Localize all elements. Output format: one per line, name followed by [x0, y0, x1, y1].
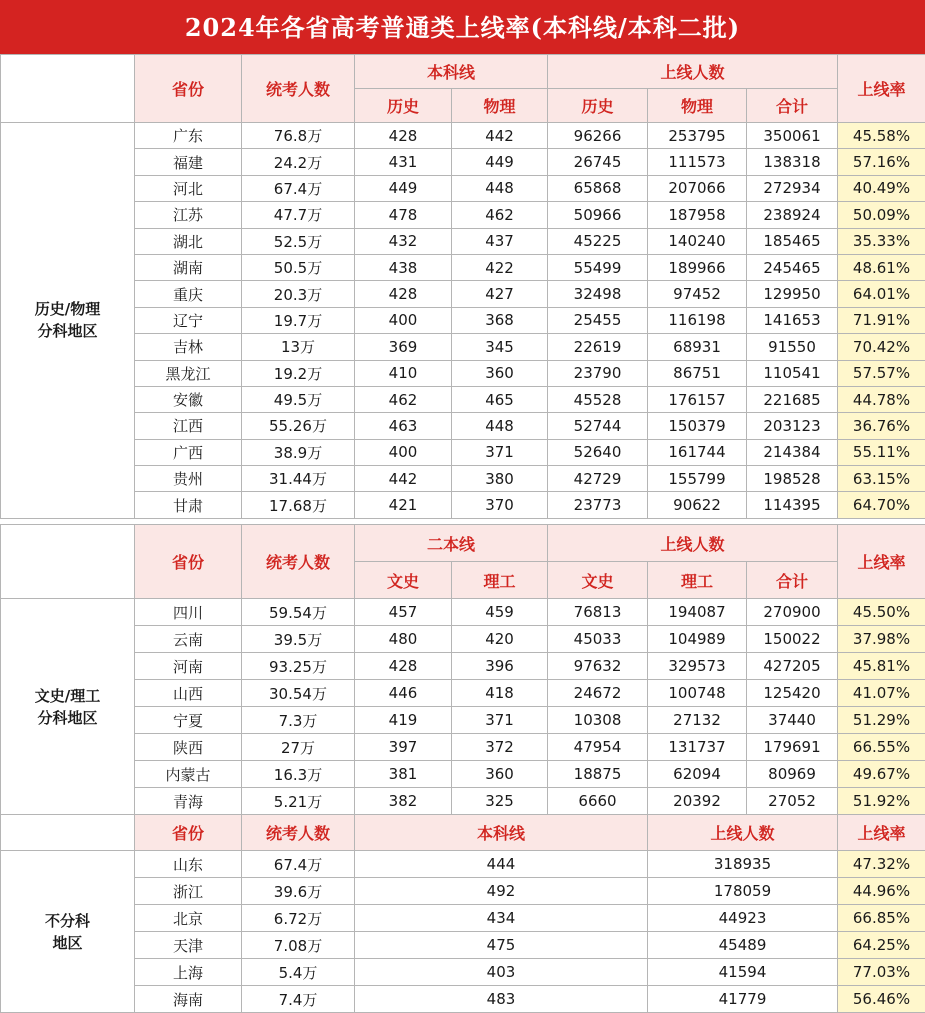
admitted-total-cell: 110541: [747, 360, 838, 386]
admitted-cell-2: 111573: [648, 149, 747, 175]
header-line: 本科线: [355, 815, 648, 851]
admitted-total-cell: 91550: [747, 334, 838, 360]
table-row: [1, 413, 925, 439]
admitted-cell-1: 42729: [548, 466, 648, 492]
line-cell-2: 396: [452, 653, 548, 680]
examinees-cell: 13万: [242, 334, 355, 360]
admitted-cell-1: 26745: [548, 149, 648, 175]
line-cell-2: 371: [452, 439, 548, 465]
table-row: [1, 986, 925, 1013]
line-cell-2: 380: [452, 466, 548, 492]
line-cell-2: 442: [452, 123, 548, 149]
line-cell-2: 345: [452, 334, 548, 360]
admitted-cell-1: 76813: [548, 599, 648, 626]
examinees-cell: 20.3万: [242, 281, 355, 307]
admitted-cell-1: 45528: [548, 386, 648, 412]
examinees-cell: 5.4万: [242, 959, 355, 986]
table-row: [1, 734, 925, 761]
line-cell-2: 462: [452, 202, 548, 228]
line-cell-1: 449: [355, 175, 452, 201]
line-cell-1: 446: [355, 680, 452, 707]
province-cell: 宁夏: [135, 707, 242, 734]
examinees-cell: 93.25万: [242, 653, 355, 680]
examinees-cell: 67.4万: [242, 175, 355, 201]
admitted-cell: 44923: [648, 905, 838, 932]
admitted-cell-2: 131737: [648, 734, 747, 761]
table-section-no-split: [0, 814, 925, 1013]
province-cell: 上海: [135, 959, 242, 986]
line-cell-1: 480: [355, 626, 452, 653]
corner-cell: [1, 815, 135, 851]
admitted-cell-1: 6660: [548, 788, 648, 815]
corner-cell: [1, 55, 135, 123]
admitted-cell-2: 20392: [648, 788, 747, 815]
line-cell-2: 427: [452, 281, 548, 307]
admitted-cell-1: 96266: [548, 123, 648, 149]
table-section-arts-science: [0, 524, 925, 815]
line-cell-2: 422: [452, 254, 548, 280]
province-cell: 甘肃: [135, 492, 242, 518]
admitted-cell: 45489: [648, 932, 838, 959]
line-cell-1: 400: [355, 439, 452, 465]
line-cell-1: 410: [355, 360, 452, 386]
province-cell: 黑龙江: [135, 360, 242, 386]
line-cell-2: 449: [452, 149, 548, 175]
header-line: 二本线: [355, 525, 548, 562]
admitted-cell-1: 10308: [548, 707, 648, 734]
line-cell-2: 371: [452, 707, 548, 734]
table-row: [1, 680, 925, 707]
admitted-total-cell: 185465: [747, 228, 838, 254]
corner-cell: [1, 525, 135, 599]
line-cell-2: 459: [452, 599, 548, 626]
examinees-cell: 59.54万: [242, 599, 355, 626]
header-admitted: 上线人数: [648, 815, 838, 851]
examinees-cell: 7.3万: [242, 707, 355, 734]
examinees-cell: 5.21万: [242, 788, 355, 815]
admitted-total-cell: 427205: [747, 653, 838, 680]
line-cell-2: 370: [452, 492, 548, 518]
rate-cell: 63.15%: [838, 466, 925, 492]
region-label-line: 不分科: [44, 911, 90, 930]
line-cell-1: 428: [355, 281, 452, 307]
admitted-cell-1: 23790: [548, 360, 648, 386]
province-cell: 青海: [135, 788, 242, 815]
line-cell-1: 381: [355, 761, 452, 788]
header-line-physics: 物理: [452, 89, 548, 123]
admitted-cell-2: 62094: [648, 761, 747, 788]
admitted-cell-2: 155799: [648, 466, 747, 492]
province-cell: 河南: [135, 653, 242, 680]
admitted-cell-2: 104989: [648, 626, 747, 653]
admitted-total-cell: 245465: [747, 254, 838, 280]
header-examinees: 统考人数: [242, 525, 355, 599]
line-cell-1: 457: [355, 599, 452, 626]
table-row: [1, 707, 925, 734]
rate-cell: 71.91%: [838, 307, 925, 333]
admitted-cell-2: 90622: [648, 492, 747, 518]
province-cell: 天津: [135, 932, 242, 959]
province-cell: 海南: [135, 986, 242, 1013]
admitted-total-cell: 214384: [747, 439, 838, 465]
rate-cell: 64.01%: [838, 281, 925, 307]
examinees-cell: 50.5万: [242, 254, 355, 280]
admitted-cell-2: 27132: [648, 707, 747, 734]
line-cell: 483: [355, 986, 648, 1013]
line-cell-1: 478: [355, 202, 452, 228]
admitted-cell-1: 25455: [548, 307, 648, 333]
admitted-total-cell: 138318: [747, 149, 838, 175]
table-row: [1, 653, 925, 680]
province-cell: 陕西: [135, 734, 242, 761]
region-label-line: 分科地区: [37, 322, 98, 341]
admitted-total-cell: 270900: [747, 599, 838, 626]
admitted-cell-2: 194087: [648, 599, 747, 626]
province-cell: 云南: [135, 626, 242, 653]
header-line-science: 理工: [452, 562, 548, 599]
table-row: [1, 334, 925, 360]
province-cell: 内蒙古: [135, 761, 242, 788]
region-label-line: 分科地区: [37, 708, 98, 727]
header-line-history: 历史: [355, 89, 452, 123]
table-row: [1, 599, 925, 626]
line-cell-1: 397: [355, 734, 452, 761]
examinees-cell: 24.2万: [242, 149, 355, 175]
admitted-cell-1: 45225: [548, 228, 648, 254]
header-province: 省份: [135, 525, 242, 599]
table-row: [1, 466, 925, 492]
table-row: [1, 959, 925, 986]
rate-cell: 44.78%: [838, 386, 925, 412]
admitted-total-cell: 179691: [747, 734, 838, 761]
rate-cell: 37.98%: [838, 626, 925, 653]
admitted-cell-1: 50966: [548, 202, 648, 228]
line-cell: 444: [355, 851, 648, 878]
rate-cell: 40.49%: [838, 175, 925, 201]
region-label: [1, 123, 135, 519]
line-cell-2: 325: [452, 788, 548, 815]
examinees-cell: 6.72万: [242, 905, 355, 932]
header-admitted-physics: 物理: [648, 89, 747, 123]
province-cell: 湖南: [135, 254, 242, 280]
admitted-cell-1: 22619: [548, 334, 648, 360]
examinees-cell: 27万: [242, 734, 355, 761]
line-cell-2: 420: [452, 626, 548, 653]
region-label-line: 文史/理工: [34, 686, 101, 705]
table-row: [1, 149, 925, 175]
examinees-cell: 19.7万: [242, 307, 355, 333]
admitted-cell-2: 253795: [648, 123, 747, 149]
admitted-cell-1: 32498: [548, 281, 648, 307]
admitted-total-cell: 27052: [747, 788, 838, 815]
admitted-cell-1: 65868: [548, 175, 648, 201]
rate-cell: 49.67%: [838, 761, 925, 788]
line-cell-2: 448: [452, 175, 548, 201]
header-rate: 上线率: [838, 55, 925, 123]
table-section-history-physics: [0, 54, 925, 519]
rate-cell: 55.11%: [838, 439, 925, 465]
province-cell: 河北: [135, 175, 242, 201]
admitted-cell-2: 161744: [648, 439, 747, 465]
line-cell-1: 442: [355, 466, 452, 492]
admitted-cell-1: 52640: [548, 439, 648, 465]
table-row: [1, 254, 925, 280]
rate-cell: 36.76%: [838, 413, 925, 439]
admitted-cell: 41594: [648, 959, 838, 986]
table-row: [1, 905, 925, 932]
header-admitted-total: 合计: [747, 562, 838, 599]
table-row: [1, 360, 925, 386]
examinees-cell: 16.3万: [242, 761, 355, 788]
region-label: [1, 851, 135, 1013]
examinees-cell: 49.5万: [242, 386, 355, 412]
rate-cell: 45.81%: [838, 653, 925, 680]
header-examinees: 统考人数: [242, 55, 355, 123]
header-line: 本科线: [355, 55, 548, 89]
province-cell: 贵州: [135, 466, 242, 492]
admitted-cell-2: 176157: [648, 386, 747, 412]
header-examinees: 统考人数: [242, 815, 355, 851]
admitted-cell-1: 18875: [548, 761, 648, 788]
line-cell-1: 431: [355, 149, 452, 175]
page-title: 2024年各省高考普通类上线率(本科线/本科二批): [0, 0, 925, 54]
examinees-cell: 67.4万: [242, 851, 355, 878]
line-cell-1: 419: [355, 707, 452, 734]
table-row: [1, 281, 925, 307]
rate-cell: 47.32%: [838, 851, 925, 878]
line-cell-1: 369: [355, 334, 452, 360]
table-row: [1, 626, 925, 653]
table-row: [1, 123, 925, 149]
rate-cell: 56.46%: [838, 986, 925, 1013]
rate-cell: 66.85%: [838, 905, 925, 932]
province-cell: 湖北: [135, 228, 242, 254]
examinees-cell: 39.6万: [242, 878, 355, 905]
line-cell-1: 428: [355, 123, 452, 149]
line-cell-1: 421: [355, 492, 452, 518]
examinees-cell: 7.4万: [242, 986, 355, 1013]
province-cell: 广西: [135, 439, 242, 465]
admitted-total-cell: 37440: [747, 707, 838, 734]
admitted-total-cell: 150022: [747, 626, 838, 653]
admitted-total-cell: 80969: [747, 761, 838, 788]
header-rate: 上线率: [838, 525, 925, 599]
examinees-cell: 47.7万: [242, 202, 355, 228]
table-row: [1, 175, 925, 201]
admitted-cell-1: 47954: [548, 734, 648, 761]
rate-cell: 77.03%: [838, 959, 925, 986]
rate-cell: 64.70%: [838, 492, 925, 518]
rate-cell: 51.29%: [838, 707, 925, 734]
line-cell-2: 360: [452, 360, 548, 386]
header-province: 省份: [135, 55, 242, 123]
admitted-total-cell: 350061: [747, 123, 838, 149]
admitted-cell-2: 86751: [648, 360, 747, 386]
examinees-cell: 39.5万: [242, 626, 355, 653]
province-cell: 辽宁: [135, 307, 242, 333]
line-cell-2: 372: [452, 734, 548, 761]
examinees-cell: 52.5万: [242, 228, 355, 254]
admitted-cell-2: 116198: [648, 307, 747, 333]
admitted-cell-1: 24672: [548, 680, 648, 707]
rate-cell: 64.25%: [838, 932, 925, 959]
province-cell: 福建: [135, 149, 242, 175]
admitted-total-cell: 141653: [747, 307, 838, 333]
line-cell-2: 465: [452, 386, 548, 412]
admitted-cell-2: 68931: [648, 334, 747, 360]
admitted-total-cell: 114395: [747, 492, 838, 518]
admitted-cell-1: 45033: [548, 626, 648, 653]
province-cell: 广东: [135, 123, 242, 149]
line-cell-1: 432: [355, 228, 452, 254]
header-admitted-total: 合计: [747, 89, 838, 123]
examinees-cell: 31.44万: [242, 466, 355, 492]
admitted-cell-1: 23773: [548, 492, 648, 518]
region-label-line: 地区: [52, 933, 83, 952]
province-cell: 浙江: [135, 878, 242, 905]
line-cell-2: 368: [452, 307, 548, 333]
admitted-cell-2: 97452: [648, 281, 747, 307]
rate-cell: 70.42%: [838, 334, 925, 360]
rate-cell: 57.16%: [838, 149, 925, 175]
admitted-cell-1: 52744: [548, 413, 648, 439]
admitted-total-cell: 272934: [747, 175, 838, 201]
table-row: [1, 932, 925, 959]
table-row: [1, 788, 925, 815]
admitted-cell-1: 55499: [548, 254, 648, 280]
province-cell: 安徽: [135, 386, 242, 412]
examinees-cell: 19.2万: [242, 360, 355, 386]
line-cell-2: 437: [452, 228, 548, 254]
line-cell: 434: [355, 905, 648, 932]
province-cell: 江苏: [135, 202, 242, 228]
admitted-cell-2: 329573: [648, 653, 747, 680]
province-cell: 重庆: [135, 281, 242, 307]
line-cell-1: 428: [355, 653, 452, 680]
rate-cell: 44.96%: [838, 878, 925, 905]
admitted-cell-2: 140240: [648, 228, 747, 254]
table-row: [1, 386, 925, 412]
province-cell: 吉林: [135, 334, 242, 360]
province-cell: 山西: [135, 680, 242, 707]
header-province: 省份: [135, 815, 242, 851]
line-cell-1: 438: [355, 254, 452, 280]
admitted-total-cell: 203123: [747, 413, 838, 439]
admitted-cell-2: 207066: [648, 175, 747, 201]
header-admitted: 上线人数: [548, 525, 838, 562]
rate-cell: 35.33%: [838, 228, 925, 254]
admitted-total-cell: 129950: [747, 281, 838, 307]
admitted-total-cell: 125420: [747, 680, 838, 707]
admitted-total-cell: 198528: [747, 466, 838, 492]
line-cell-1: 463: [355, 413, 452, 439]
line-cell-1: 400: [355, 307, 452, 333]
line-cell: 492: [355, 878, 648, 905]
admitted-cell-1: 97632: [548, 653, 648, 680]
table-row: [1, 228, 925, 254]
table-row: [1, 439, 925, 465]
line-cell-1: 462: [355, 386, 452, 412]
examinees-cell: 55.26万: [242, 413, 355, 439]
province-cell: 四川: [135, 599, 242, 626]
examinees-cell: 7.08万: [242, 932, 355, 959]
admitted-cell-2: 187958: [648, 202, 747, 228]
rate-cell: 45.50%: [838, 599, 925, 626]
examinees-cell: 76.8万: [242, 123, 355, 149]
header-admitted-science: 理工: [648, 562, 747, 599]
rate-cell: 57.57%: [838, 360, 925, 386]
line-cell-2: 360: [452, 761, 548, 788]
rate-cell: 41.07%: [838, 680, 925, 707]
header-admitted-arts: 文史: [548, 562, 648, 599]
province-cell: 北京: [135, 905, 242, 932]
line-cell: 475: [355, 932, 648, 959]
table-row: [1, 761, 925, 788]
table-row: [1, 492, 925, 518]
admitted-cell: 178059: [648, 878, 838, 905]
admitted-total-cell: 238924: [747, 202, 838, 228]
line-cell: 403: [355, 959, 648, 986]
admitted-cell-2: 150379: [648, 413, 747, 439]
table-row: [1, 202, 925, 228]
line-cell-2: 418: [452, 680, 548, 707]
rate-cell: 66.55%: [838, 734, 925, 761]
header-line-arts: 文史: [355, 562, 452, 599]
province-cell: 江西: [135, 413, 242, 439]
rate-cell: 48.61%: [838, 254, 925, 280]
admitted-cell: 318935: [648, 851, 838, 878]
table-row: [1, 851, 925, 878]
examinees-cell: 38.9万: [242, 439, 355, 465]
header-admitted: 上线人数: [548, 55, 838, 89]
examinees-cell: 17.68万: [242, 492, 355, 518]
table-row: [1, 307, 925, 333]
line-cell-1: 382: [355, 788, 452, 815]
admitted-cell: 41779: [648, 986, 838, 1013]
rate-cell: 51.92%: [838, 788, 925, 815]
table-row: [1, 878, 925, 905]
admitted-cell-2: 100748: [648, 680, 747, 707]
rate-cell: 50.09%: [838, 202, 925, 228]
admitted-total-cell: 221685: [747, 386, 838, 412]
province-cell: 山东: [135, 851, 242, 878]
examinees-cell: 30.54万: [242, 680, 355, 707]
region-label-line: 历史/物理: [34, 300, 101, 319]
admitted-cell-2: 189966: [648, 254, 747, 280]
region-label: [1, 599, 135, 815]
header-admitted-history: 历史: [548, 89, 648, 123]
rate-cell: 45.58%: [838, 123, 925, 149]
header-rate: 上线率: [838, 815, 925, 851]
line-cell-2: 448: [452, 413, 548, 439]
